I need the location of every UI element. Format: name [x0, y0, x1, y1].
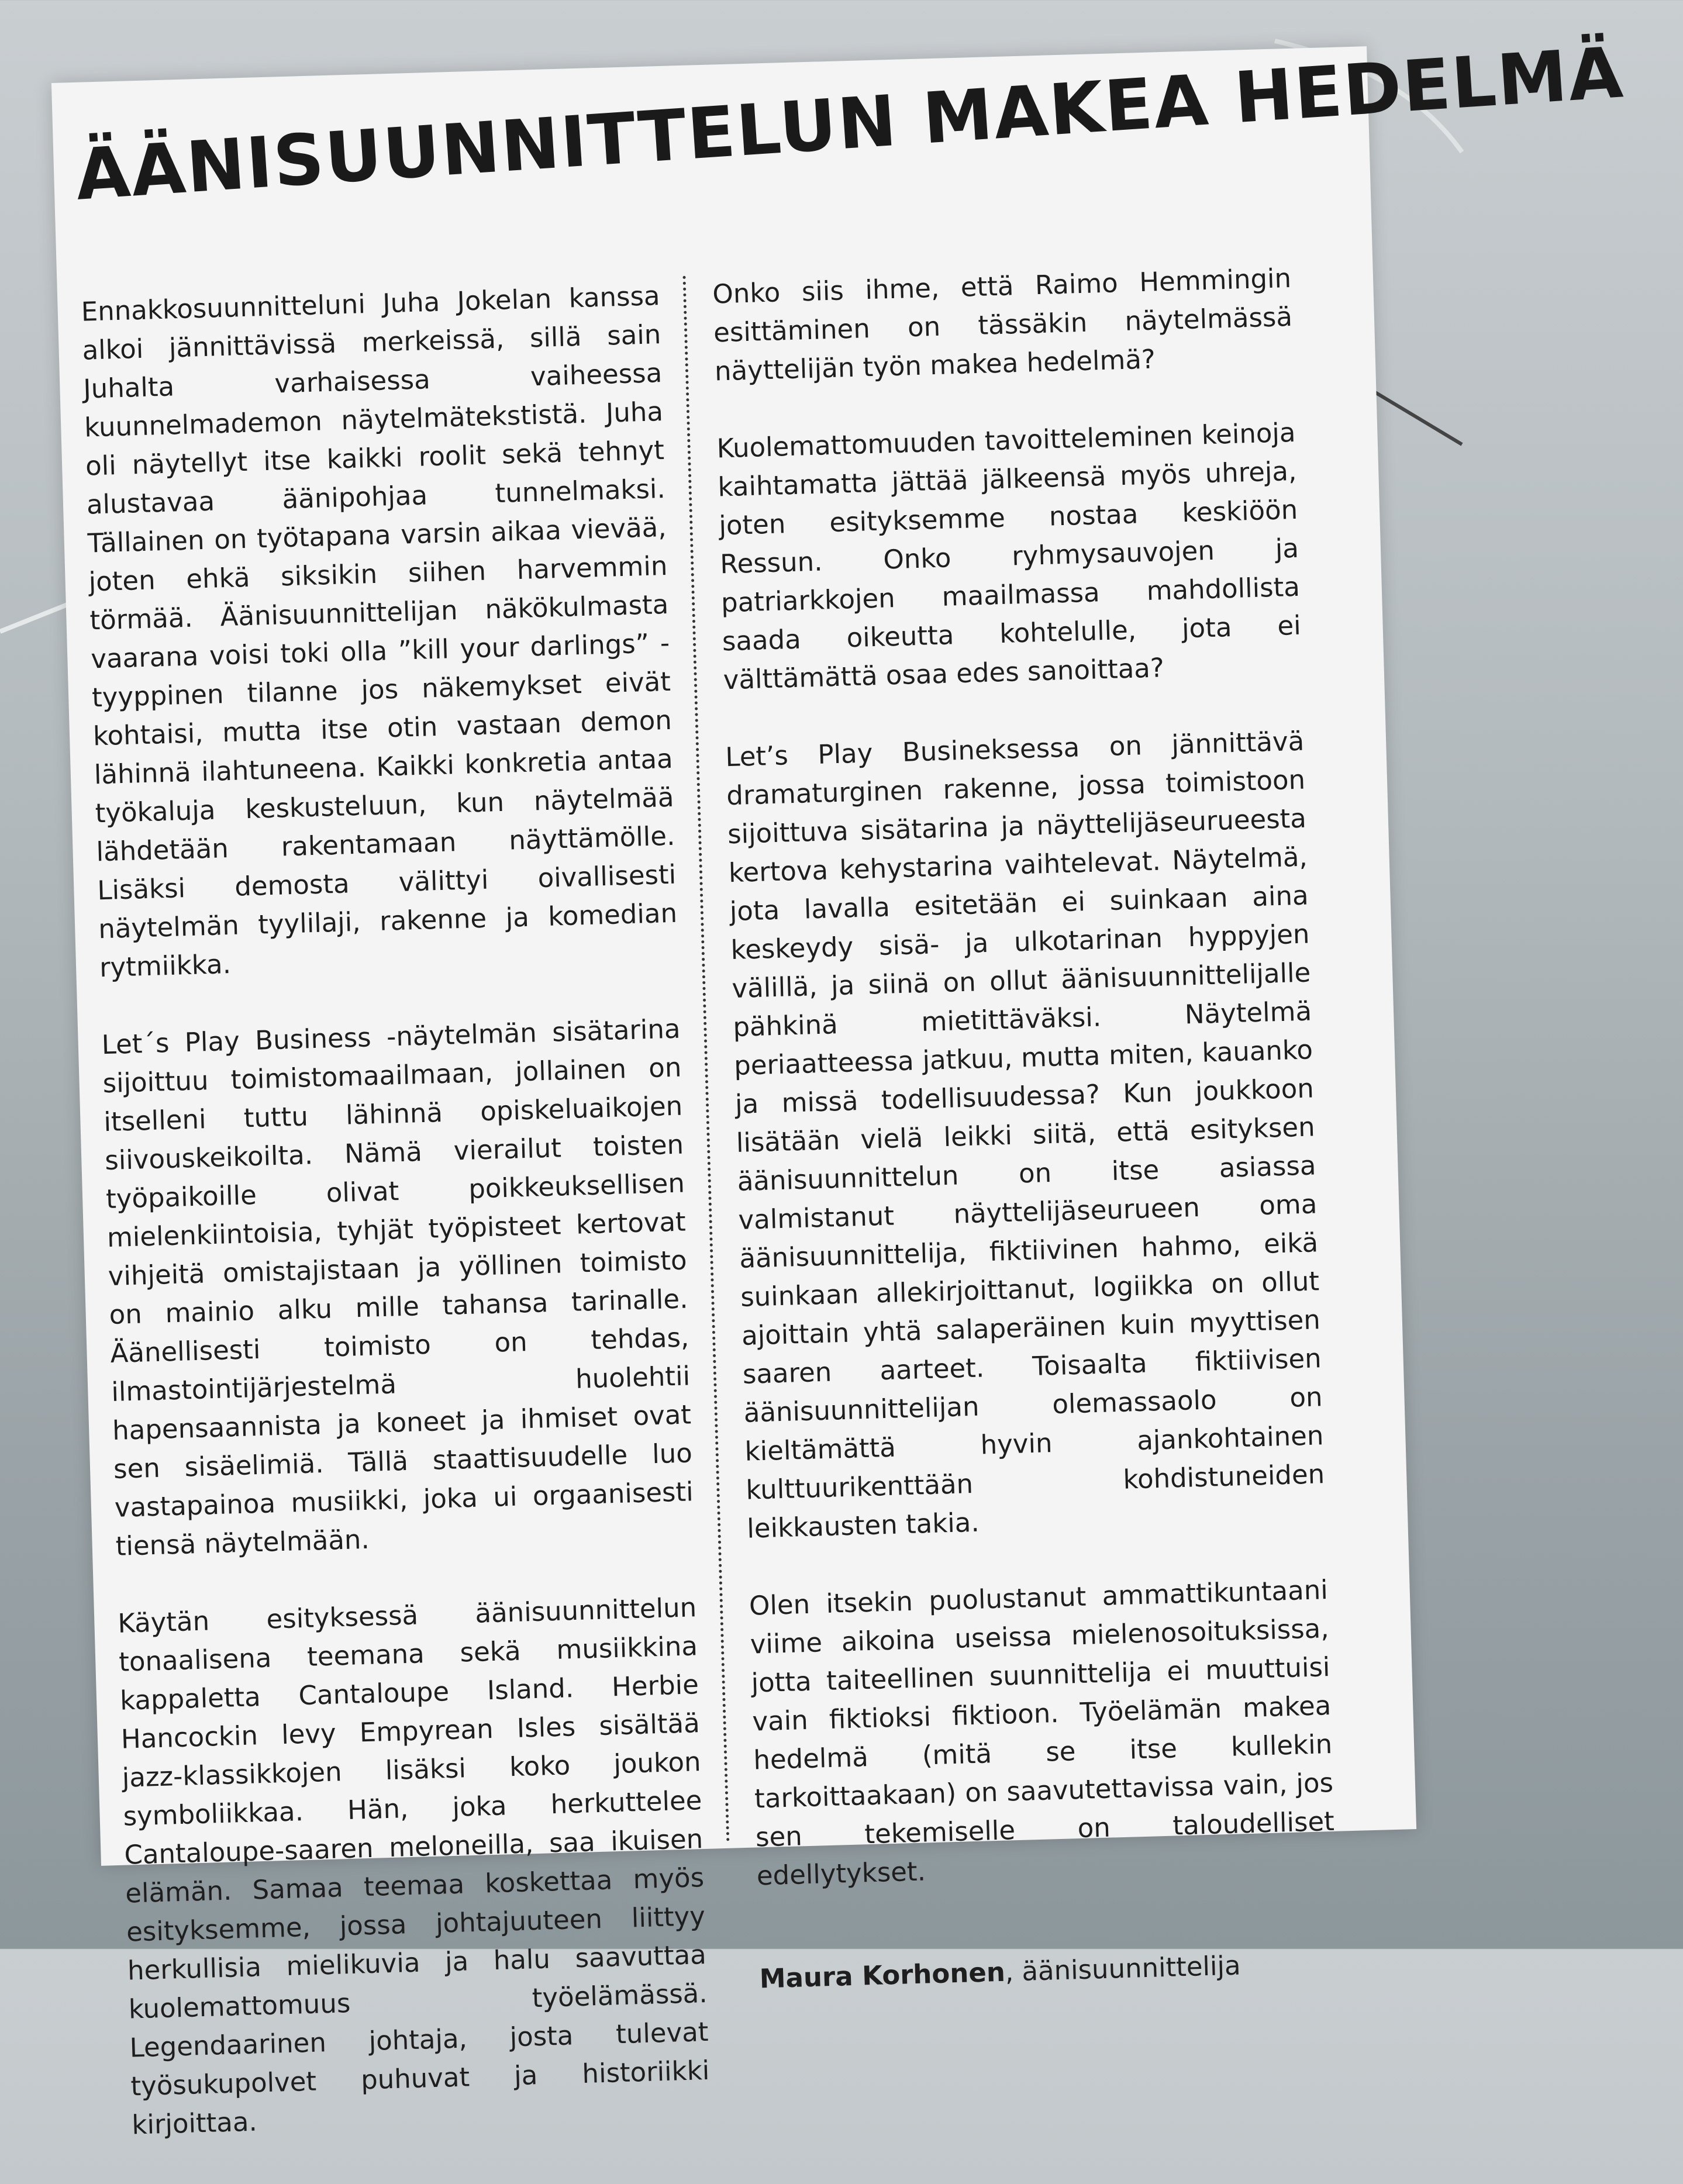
paragraph-right-2: Kuolemattomuuden tavoitteleminen keinoja kaihtamatta jättää jälkeensä myös uhreja, joten esityksemme nostaa keskiöön Ressun. Onko ryhmysauvojen ja patriarkkojen maailmassa mahdollista saada oikeutta kohtelulle, jota ei välttämättä osaa edes sanoittaa? [716, 416, 1302, 696]
background-curve-right [1374, 392, 1462, 444]
paragraph-right-1: Onko siis ihme, että Raimo Hemmingin esittäminen on tässäkin näytelmässä näyttelijän työn makea hedelmä? [712, 262, 1293, 387]
author-role: , äänisuunnittelija [1005, 1950, 1241, 1988]
article-title: ÄÄNISUUNNITTELUN MAKEA HEDELMÄ [73, 32, 1626, 216]
magazine-page [51, 32, 1626, 2141]
author-name: Maura Korhonen [759, 1956, 1006, 1995]
right-column [712, 259, 1339, 1998]
paragraph-right-4: Olen itsekin puolustanut ammattikuntaani viime aikoina useissa mielenosoituksissa, jotta taiteellinen suunnittelija ei muuttuisi vain fiktioksi fiktioon. Työelämän makea hedelmä (mitä se itse kullekin tarkoittaakaan) on saavutettavissa vain, jos sen tekemiselle on taloudelliset edellytykset. [749, 1574, 1335, 1892]
paragraph-left-3: Käytän esityksessä äänisuunnittelun tonaalisena teemana sekä musiikkina kappaletta Cantaloupe Island. Herbie Hancockin levy Empyrean Isles sisältää jazz-klassikkojen lisäksi koko joukon symboliikkaa. Hän, joka herkuttelee Cantaloupe-saaren meloneilla, saa ikuisen elämän. Samaa teemaa koskettaa myös esityksemme, jossa johtajuuteen liittyy herkullisia mielikuvia ja halu saavuttaa kuolemattomuus työelämässä. Legendaarinen johtaja, josta tulevat työsukupolvet puhuvat ja historiikki kirjoittaa. [117, 1592, 710, 2141]
paragraph-right-3: Let’s Play Busineksessa on jännittävä dramaturginen rakenne, jossa toimistoon sijoittuva sisätarina ja näyttelijäseurueesta kertova kehystarina vaihtelevat. Näytelmä, jota lavalla esitetään ei suinkaan aina keskeydy sisä- ja ulkotarinan hyppyjen välillä, ja siinä on ollut äänisuunnittelijalle pähkinä mietittäväksi. Näytelmä periaatteessa jatkuu, mutta miten, kauanko ja missä todellisuudessa? Kun joukkoon lisätään vielä leikki siitä, että esityksen äänisuunnittelun on itse asiassa valmistanut näyttelijäseurueen oma äänisuunnittelija, fiktiivinen hahmo, eikä suinkaan allekirjoittanut, logiikka on ollut ajoittain yhtä salaperäinen kuin myyttisen saaren aarteet. Toisaalta fiktiivisen äänisuunnittelijan olemassaolo on kieltämättä hyvin ajankohtainen kulttuurikenttään kohdistuneiden leikkausten takia. [725, 725, 1325, 1544]
left-column [81, 277, 712, 2183]
paragraph-left-1: Ennakkosuunnitteluni Juha Jokelan kanssa alkoi jännittävissä merkeissä, sillä sain Juhalta varhaisessa vaiheessa kuunnelmademon näytelmätekstistä. Juha oli näytellyt itse kaikki roolit sekä tehnyt alustavaa äänipohjaa tunnelmaksi. Tällainen on työtapana varsin aikaa vievää, joten ehkä siksikin siihen harvemmin törmää. Äänisuunnittelijan näkökulmasta vaarana voisi toki olla ”kill your darlings” - tyyppinen tilanne jos näkemykset eivät kohtaisi, mutta itse otin vastaan demon lähinnä ilahtuneena. Kaikki konkretia antaa työkaluja keskusteluun, kun näytelmää lähdetään rakentamaan näyttämölle. Lisäksi demosta välittyi oivallisesti näytelmän tyylilaji, rakenne ja komedian rytmiikka. [81, 280, 678, 984]
paragraph-left-2: Let´s Play Business -näytelmän sisätarina sijoittuu toimistomaailmaan, jollainen on itselleni tuttu lähinnä opiskeluaikojen siivouskeikoilta. Nämä vierailut toisten työpaikoille olivat poikkeuksellisen mielenkiintoisia, tyhjät työpisteet kertovat vihjeitä omistajistaan ja yöllinen toimisto on mainio alku mille tahansa tarinalle. Äänellisesti toimisto on tehdas, ilmastointijärjestelmä huolehtii hapensaannista ja koneet ja ihmiset ovat sen sisäelimiä. Tällä staattisuudelle luo vastapainoa musiikki, joka ui orgaanisesti tiensä näytelmään. [101, 1013, 694, 1562]
author-signature [759, 1944, 1339, 1999]
article-body [81, 258, 1363, 2141]
